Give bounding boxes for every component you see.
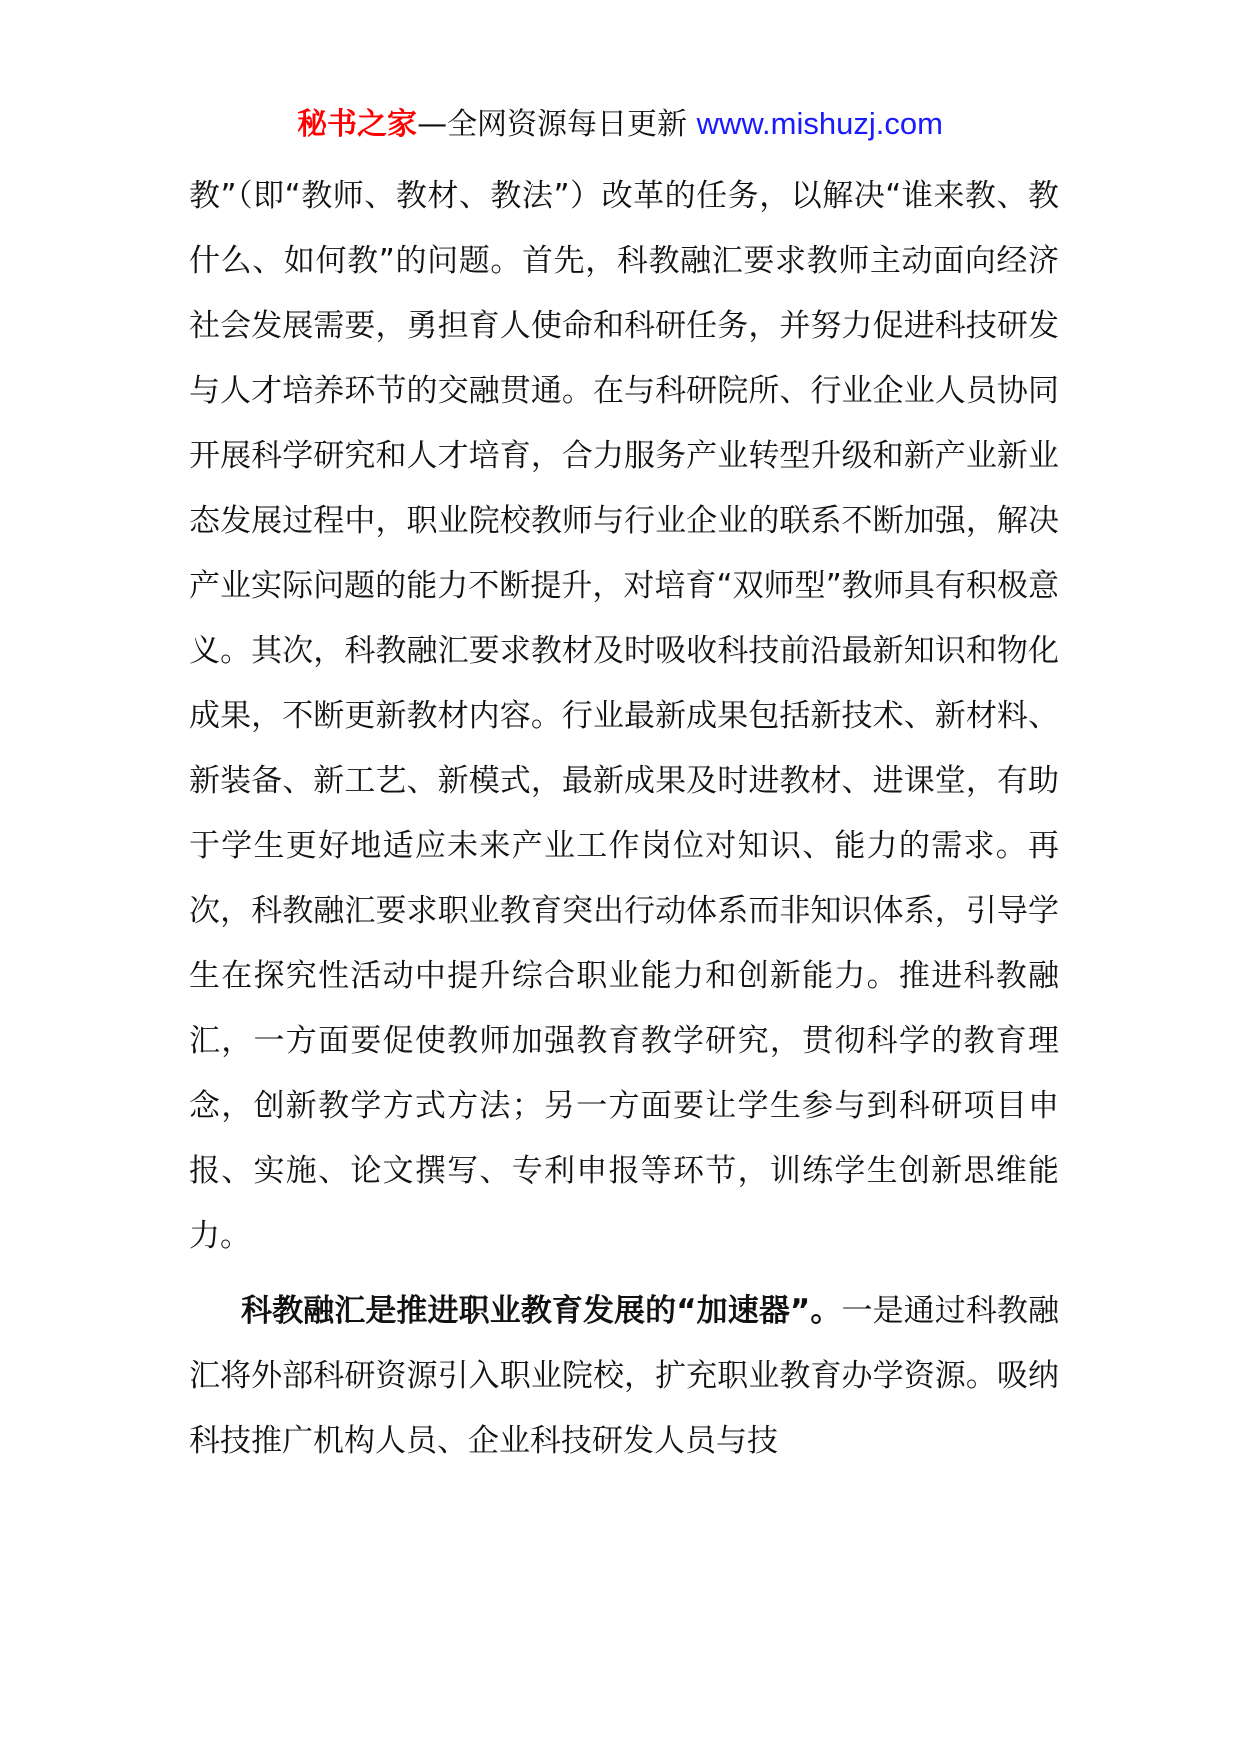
site-url-link[interactable]: www.mishuzj.com	[696, 106, 943, 141]
paragraph-2-text: 一是通过科教融汇将外部科研资源引入职业院校，扩充职业教育办学资源。吸纳科技推广机构人员、企业科技研发人员与技	[189, 1293, 1060, 1459]
paragraph-1: 教”（即“教师、教材、教法”）改革的任务，以解决“谁来教、教什么、如何教”的问题。首先，科教融汇要求教师主动面向经济社会发展需要，勇担育人使命和科研任务，并努力促进科技研发与人才培养环节的交融贯通。在与科研院所、行业企业人员协同开展科学研究和人才培育，合力服务产业转型升级和新产业新业态发展过程中，职业院校教师与行业企业的联系不断加强，解决产业实际问题的能力不断提升，对培育“双师型”教师具有积极意义。其次，科教融汇要求教材及时吸收科技前沿最新知识和物化成果，不断更新教材内容。行业最新成果包括新技术、新材料、新装备、新工艺、新模式，最新成果及时进教材、进课堂，有助于学生更好地适应未来产业工作岗位对知识、能力的需求。再次，科教融汇要求职业教育突出行动体系而非知识体系，引导学生在探究性活动中提升综合职业能力和创新能力。推进科教融汇，一方面要促使教师加强教育教学研究，贯彻科学的教育理念，创新教学方式方法；另一方面要让学生参与到科研项目申报、实施、论文撰写、专利申报等环节，训练学生创新思维能力。	[189, 178, 1059, 1254]
paragraph-2	[189, 1279, 1059, 1474]
page-header	[0, 100, 1240, 149]
site-tagline: —全网资源每日更新	[417, 107, 697, 142]
document-body	[189, 164, 1059, 1474]
site-brand: 秘书之家	[297, 107, 418, 142]
paragraph-2-bold-lead: 科教融汇是推进职业教育发展的“加速器”。	[241, 1293, 842, 1329]
